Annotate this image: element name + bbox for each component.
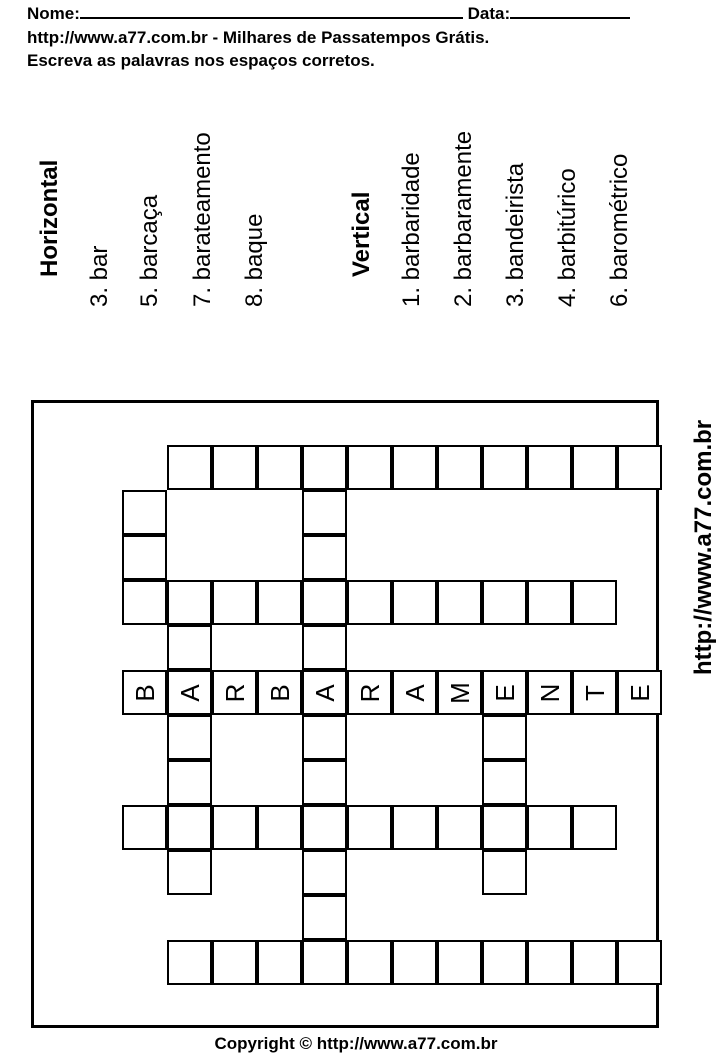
grid-cell[interactable] (122, 670, 167, 715)
horizontal-clue: 3. bar (86, 245, 113, 307)
grid-cell[interactable] (482, 940, 527, 985)
grid-cell[interactable] (437, 670, 482, 715)
cell-letter: A (174, 683, 205, 702)
cell-letter: R (219, 683, 250, 702)
grid-cell[interactable] (572, 940, 617, 985)
grid-cell[interactable] (167, 940, 212, 985)
grid-cell[interactable] (167, 715, 212, 760)
cell-letter: T (579, 684, 610, 701)
cell-letter: A (399, 683, 430, 702)
grid-cell[interactable] (482, 715, 527, 760)
vertical-title: Vertical (348, 191, 375, 277)
grid-cell[interactable] (392, 445, 437, 490)
cell-letter: E (624, 683, 655, 702)
grid-cell[interactable] (572, 805, 617, 850)
vertical-clue: 6. barométrico (606, 153, 633, 307)
grid-cell[interactable] (617, 940, 662, 985)
grid-cell[interactable] (617, 445, 662, 490)
grid-cell[interactable] (122, 805, 167, 850)
grid-cell[interactable] (302, 670, 347, 715)
copyright-footer: Copyright © http://www.a77.com.br (214, 1034, 498, 1053)
grid-cell[interactable] (527, 445, 572, 490)
grid-cell[interactable] (212, 445, 257, 490)
grid-cell[interactable] (212, 670, 257, 715)
grid-cell[interactable] (302, 850, 347, 895)
grid-cell[interactable] (392, 580, 437, 625)
grid-cell[interactable] (482, 580, 527, 625)
grid-cell[interactable] (122, 490, 167, 535)
grid-cell[interactable] (527, 805, 572, 850)
cell-letter: R (354, 683, 385, 702)
grid-cell[interactable] (347, 580, 392, 625)
vertical-clue: 4. barbitúrico (554, 168, 581, 307)
date-label: Data: (467, 4, 511, 23)
grid-cell[interactable] (302, 625, 347, 670)
name-label: Nome: (27, 4, 80, 23)
grid-cell[interactable] (437, 940, 482, 985)
grid-cell[interactable] (347, 940, 392, 985)
grid-cell[interactable] (122, 535, 167, 580)
cell-letter: B (129, 683, 160, 702)
cell-letter: E (489, 683, 520, 702)
grid-cell[interactable] (572, 670, 617, 715)
grid-cell[interactable] (527, 670, 572, 715)
grid-cell[interactable] (482, 445, 527, 490)
grid-cell[interactable] (437, 445, 482, 490)
horizontal-clue: 7. barateamento (189, 132, 216, 307)
grid-cell[interactable] (392, 670, 437, 715)
grid-cell[interactable] (302, 490, 347, 535)
grid-cell[interactable] (257, 580, 302, 625)
grid-cell[interactable] (167, 670, 212, 715)
grid-cell[interactable] (482, 805, 527, 850)
grid-cell[interactable] (572, 580, 617, 625)
grid-cell[interactable] (212, 940, 257, 985)
grid-cell[interactable] (167, 625, 212, 670)
grid-cell[interactable] (302, 445, 347, 490)
grid-cell[interactable] (302, 580, 347, 625)
grid-cell[interactable] (212, 805, 257, 850)
grid-cell[interactable] (302, 805, 347, 850)
grid-cell[interactable] (167, 760, 212, 805)
horizontal-clue: 8. baque (241, 213, 268, 307)
vertical-clue: 3. bandeirista (502, 162, 529, 307)
grid-cell[interactable] (302, 760, 347, 805)
instruction: Escreva as palavras nos espaços corretos. (27, 51, 375, 70)
vertical-clue: 1. barbaridade (398, 152, 425, 307)
grid-cell[interactable] (122, 580, 167, 625)
grid-cell[interactable] (392, 940, 437, 985)
grid-cell[interactable] (347, 445, 392, 490)
grid-cell[interactable] (302, 715, 347, 760)
grid-cell[interactable] (257, 805, 302, 850)
grid-cell[interactable] (437, 805, 482, 850)
grid-cell[interactable] (527, 580, 572, 625)
grid-cell[interactable] (302, 940, 347, 985)
site-line: http://www.a77.com.br - Milhares de Passatempos Grátis. (27, 28, 490, 47)
grid-cell[interactable] (302, 535, 347, 580)
grid-cell[interactable] (167, 580, 212, 625)
grid-cell[interactable] (482, 850, 527, 895)
side-url: http://www.a77.com.br (690, 419, 717, 675)
grid-cell[interactable] (527, 940, 572, 985)
grid-cell[interactable] (212, 580, 257, 625)
vertical-clue: 2. barbaramente (450, 130, 477, 307)
cell-letter: M (444, 681, 475, 704)
cell-letter: B (264, 683, 295, 702)
grid-cell[interactable] (257, 940, 302, 985)
horizontal-clue: 5. barcaça (136, 194, 163, 307)
grid-cell[interactable] (392, 805, 437, 850)
grid-cell[interactable] (302, 895, 347, 940)
grid-cell[interactable] (167, 805, 212, 850)
horizontal-title: Horizontal (36, 159, 63, 277)
grid-cell[interactable] (572, 445, 617, 490)
grid-cell[interactable] (617, 670, 662, 715)
grid-cell[interactable] (257, 670, 302, 715)
cell-letter: A (309, 683, 340, 702)
cell-letter: N (534, 683, 565, 702)
grid-cell[interactable] (257, 445, 302, 490)
grid-cell[interactable] (347, 805, 392, 850)
grid-cell[interactable] (437, 580, 482, 625)
grid-cell[interactable] (167, 850, 212, 895)
grid-cell[interactable] (347, 670, 392, 715)
grid-cell[interactable] (482, 670, 527, 715)
grid-cell[interactable] (482, 760, 527, 805)
grid-cell[interactable] (167, 445, 212, 490)
